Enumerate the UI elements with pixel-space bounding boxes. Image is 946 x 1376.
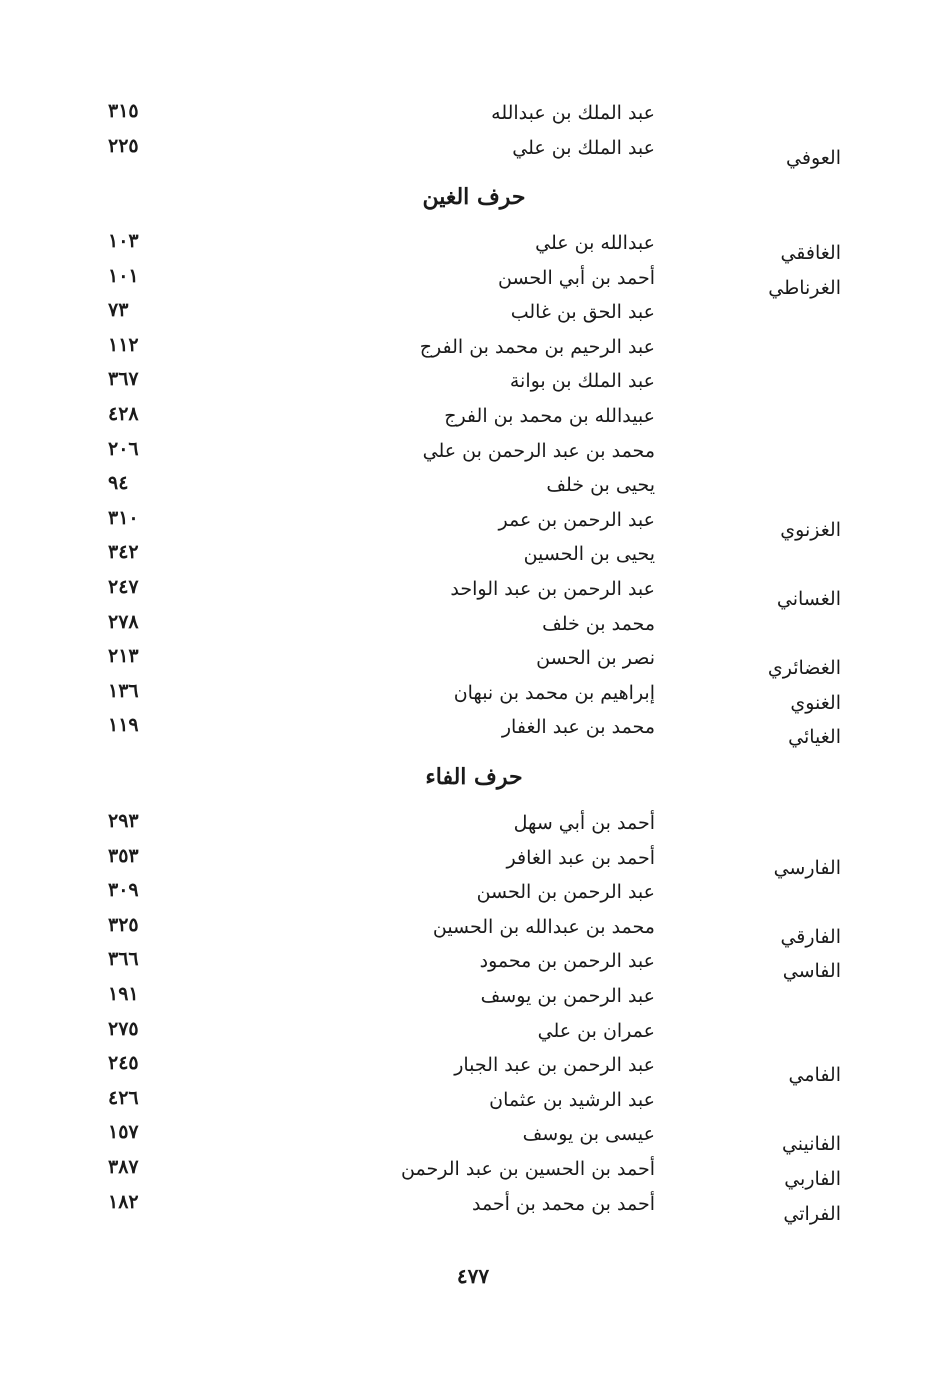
section-ghain — [0, 230, 946, 749]
entry-page-number: ٣٢٥ — [108, 913, 139, 936]
entry-nisba: الغافقي — [780, 242, 841, 264]
entry-page-number: ٢٧٥ — [108, 1017, 139, 1040]
entry-page-number: ٤٢٨ — [108, 402, 139, 425]
entry-page-number: ٣٦٦ — [108, 948, 139, 971]
entry-name: عبد الملك بن عبدالله — [491, 102, 655, 124]
index-entry — [0, 983, 946, 1018]
index-entry — [0, 1121, 946, 1156]
entry-page-number: ٢٤٥ — [108, 1052, 139, 1075]
entry-nisba: الفارقي — [780, 925, 841, 948]
entry-nisba: الفانيني — [781, 1133, 841, 1156]
entry-page-number: ٢١٣ — [108, 645, 139, 668]
entry-page-number: ٤٢٦ — [108, 1086, 139, 1109]
entry-page-number: ١١٢ — [108, 333, 139, 356]
entry-name: عبد الحق بن غالب — [510, 301, 655, 324]
entry-name: محمد بن عبد الرحمن بن علي — [422, 439, 655, 462]
entry-page-number: ١٠٣ — [108, 230, 139, 252]
entry-page-number: ١٩١ — [108, 982, 139, 1005]
section-continuation — [0, 100, 946, 169]
entry-name: عبد الرحمن بن عبد الجبار — [454, 1054, 655, 1077]
index-entry — [0, 948, 946, 983]
index-entry — [0, 334, 946, 369]
entry-nisba: الفامي — [788, 1064, 841, 1087]
index-entry — [0, 1087, 946, 1122]
entry-name: محمد بن عبد الغفار — [501, 716, 655, 739]
entry-name: عبد الرحمن بن يوسف — [480, 984, 655, 1007]
index-entry — [0, 714, 946, 749]
index-entry — [0, 914, 946, 949]
entry-name: عبد الرحمن بن محمود — [479, 950, 655, 973]
entry-page-number: ٣٤٢ — [108, 541, 139, 564]
entry-nisba: الغرناطي — [768, 276, 841, 299]
entry-name: محمد بن خلف — [542, 612, 655, 635]
entry-name: أحمد بن محمد بن أحمد — [471, 1192, 655, 1215]
entry-page-number: ٩٤ — [108, 472, 129, 495]
entry-page-number: ٢٤٧ — [108, 575, 139, 598]
entry-name: عبدالله بن علي — [535, 232, 655, 254]
index-entry — [0, 1052, 946, 1087]
entry-page-number: ٣٥٣ — [108, 844, 139, 867]
entry-name: عبيدالله بن محمد بن الفرج — [444, 404, 655, 427]
entry-nisba: الغيائي — [788, 726, 841, 749]
entry-name: أحمد بن أبي الحسن — [497, 266, 655, 289]
entry-page-number: ١١٩ — [108, 714, 139, 737]
entry-page-number: ١٠١ — [108, 264, 139, 287]
entry-nisba: الغضائري — [767, 657, 841, 680]
entry-page-number: ٣٨٧ — [108, 1155, 139, 1178]
entry-name: عيسى بن يوسف — [522, 1123, 655, 1146]
index-entry — [0, 680, 946, 715]
index-entry — [0, 1191, 946, 1226]
entry-page-number: ٣١٠ — [108, 506, 139, 529]
entry-name: أحمد بن أبي سهل — [513, 812, 655, 834]
entry-name: عبد الرحمن بن الحسن — [476, 881, 655, 904]
index-entry — [0, 230, 946, 265]
section-fa — [0, 810, 946, 1225]
entry-name: عبد الرحيم بن محمد بن الفرج — [419, 335, 655, 358]
index-entry — [0, 576, 946, 611]
entry-name: عبد الرحمن بن عبد الواحد — [450, 577, 655, 600]
entry-name: عبد الرحمن بن عمر — [498, 508, 655, 531]
entry-name: عبد الرشيد بن عثمان — [489, 1088, 655, 1111]
index-entry — [0, 1018, 946, 1053]
page-number: ٤٧٧ — [456, 1264, 490, 1288]
entry-name: يحيى بن خلف — [546, 474, 655, 497]
index-entry — [0, 810, 946, 845]
entry-name: نصر بن الحسن — [536, 647, 655, 670]
entry-page-number: ٢٧٨ — [108, 610, 139, 633]
entry-page-number: ١٨٢ — [108, 1190, 139, 1213]
entry-nisba: الغساني — [776, 587, 841, 610]
entry-page-number: ٢٠٦ — [108, 437, 139, 460]
entry-name: أحمد بن الحسين بن عبد الرحمن — [401, 1157, 655, 1180]
entry-page-number: ٣٦٧ — [108, 368, 139, 391]
index-entry — [0, 438, 946, 473]
entry-page-number: ٢٩٣ — [108, 810, 139, 832]
entry-name: يحيى بن الحسين — [523, 543, 655, 566]
entry-page-number: ٣١٥ — [108, 100, 139, 122]
index-entry — [0, 645, 946, 680]
entry-nisba: الغنوي — [790, 691, 841, 714]
index-entry — [0, 265, 946, 300]
entry-name: إبراهيم بن محمد بن نبهان — [453, 681, 655, 704]
entry-page-number: ١٥٧ — [108, 1121, 139, 1144]
entry-name: أحمد بن عبد الغافر — [506, 846, 655, 869]
entry-name: محمد بن عبدالله بن الحسين — [432, 915, 655, 938]
entry-nisba: العوفي — [786, 146, 841, 169]
index-entry — [0, 507, 946, 542]
index-entry — [0, 403, 946, 438]
entry-nisba: الفاسي — [782, 960, 841, 983]
entry-nisba: الغزنوي — [780, 518, 841, 541]
index-entry — [0, 472, 946, 507]
entry-page-number: ١٣٦ — [108, 679, 139, 702]
index-entry — [0, 611, 946, 646]
section-heading-ghain: حرف الغين — [422, 184, 526, 210]
entry-nisba: الفاربي — [784, 1167, 841, 1190]
entry-nisba: الفراتي — [783, 1202, 841, 1225]
entry-page-number: ٢٢٥ — [108, 134, 139, 157]
index-entry — [0, 100, 946, 135]
section-heading-fa: حرف الفاء — [425, 764, 523, 790]
index-entry — [0, 845, 946, 880]
entry-name: عمران بن علي — [537, 1019, 655, 1042]
index-entry — [0, 135, 946, 170]
entry-nisba: الفارسي — [773, 856, 841, 879]
entry-name: عبد الملك بن علي — [512, 136, 655, 159]
index-entry — [0, 368, 946, 403]
index-entry — [0, 1156, 946, 1191]
entry-page-number: ٧٣ — [108, 299, 129, 322]
index-entry — [0, 541, 946, 576]
entry-page-number: ٣٠٩ — [108, 879, 139, 902]
entry-name: عبد الملك بن بوانة — [509, 370, 655, 393]
index-entry — [0, 299, 946, 334]
index-entry — [0, 879, 946, 914]
